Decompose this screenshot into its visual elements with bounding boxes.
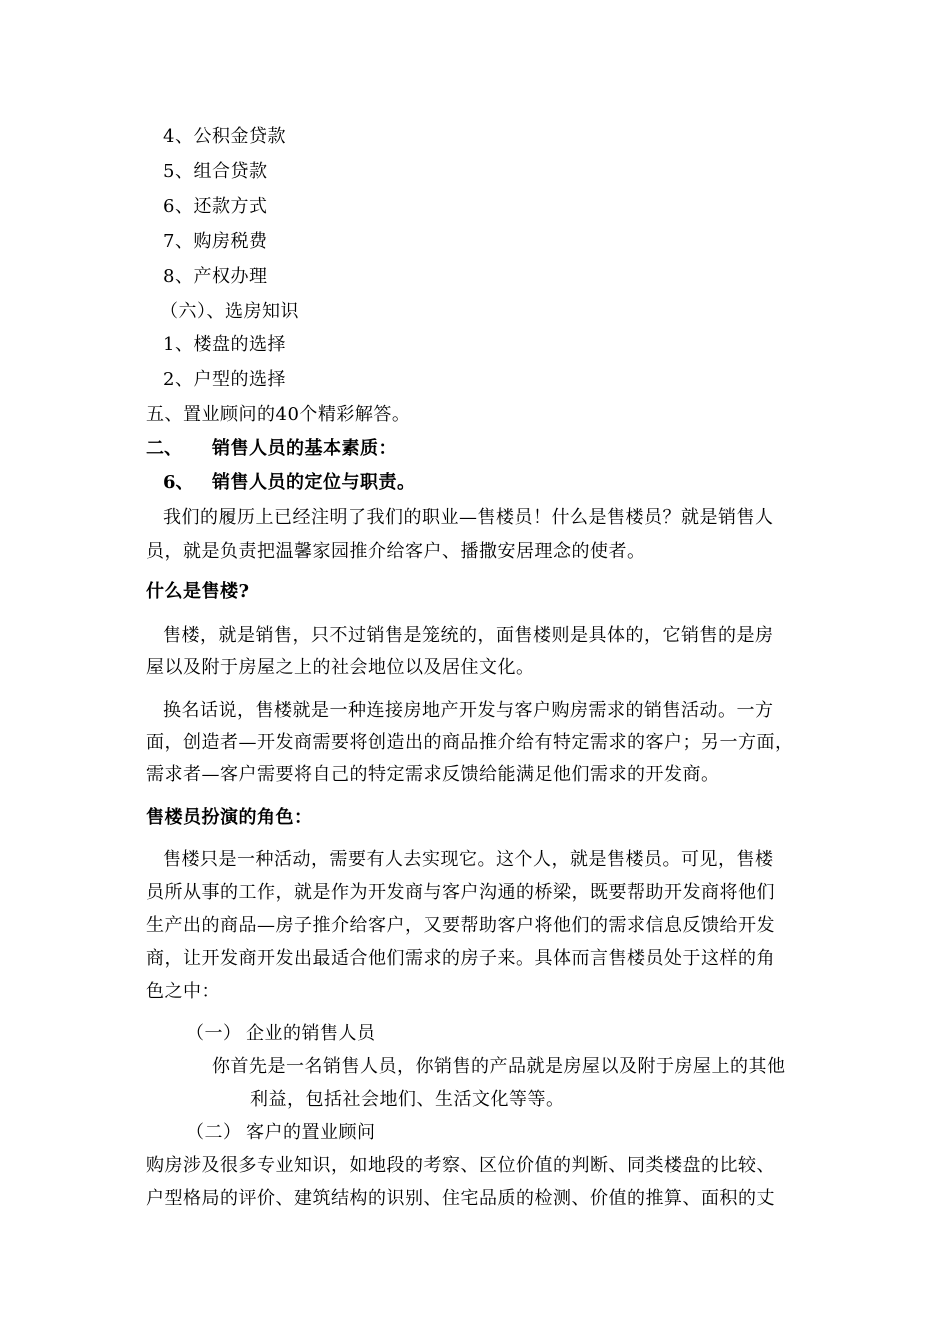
outline-item: 8、产权办理 [163, 266, 268, 287]
outline-item: （六）、选房知识 [160, 301, 299, 322]
paragraph-line: 员所从事的工作，就是作为开发商与客户沟通的桥梁，既要帮助开发商将他们 [146, 882, 775, 903]
section-title: 什么是售楼? [146, 581, 250, 602]
heading-number: 二、 [146, 438, 182, 459]
outline-item: 五、置业顾问的40个精彩解答。 [146, 404, 411, 425]
section-heading: 销售人员的定位与职责。 [212, 472, 416, 493]
paragraph-line: 购房涉及很多专业知识，如地段的考察、区位价值的判断、同类楼盘的比较、 [146, 1155, 775, 1176]
outline-item: 7、购房税费 [163, 231, 268, 252]
subsection-title: 企业的销售人员 [246, 1023, 376, 1044]
paragraph-line: 商，让开发商开发出最适合他们需求的房子来。具体而言售楼员处于这样的角 [146, 948, 775, 969]
paragraph-line: 售楼只是一种活动，需要有人去实现它。这个人，就是售楼员。可见，售楼 [163, 849, 774, 870]
subsection-title: 客户的置业顾问 [246, 1122, 376, 1143]
paragraph-line: 屋以及附于房屋之上的社会地位以及居住文化。 [146, 657, 535, 678]
outline-item: 1、楼盘的选择 [163, 334, 286, 355]
subsection-label: （一） [186, 1023, 242, 1044]
outline-item: 4、公积金贷款 [163, 126, 286, 147]
section-heading: 销售人员的基本素质： [212, 438, 397, 459]
paragraph-line: 需求者—客户需要将自己的特定需求反馈给能满足他们需求的开发商。 [146, 764, 720, 785]
outline-item: 6、还款方式 [163, 196, 268, 217]
outline-item: 5、组合贷款 [163, 161, 268, 182]
paragraph-line: 利益，包括社会地们、生活文化等等。 [250, 1089, 565, 1110]
paragraph-line: 你首先是一名销售人员，你销售的产品就是房屋以及附于房屋上的其他 [212, 1056, 786, 1077]
subsection-label: （二） [186, 1122, 242, 1143]
paragraph-line: 色之中： [146, 981, 220, 1002]
paragraph-line: 户型格局的评价、建筑结构的识别、住宅品质的检测、价值的推算、面积的丈 [146, 1188, 775, 1209]
paragraph-line: 售楼，就是销售，只不过销售是笼统的，面售楼则是具体的，它销售的是房 [163, 625, 774, 646]
outline-item: 2、户型的选择 [163, 369, 286, 390]
section-title: 售楼员扮演的角色： [146, 807, 313, 828]
heading-number: 6、 [163, 472, 194, 493]
paragraph-line: 我们的履历上已经注明了我们的职业—售楼员！什么是售楼员？就是销售人 [163, 507, 774, 528]
paragraph-line: 员，就是负责把温馨家园推介给客户、播撒安居理念的使者。 [146, 541, 646, 562]
paragraph-line: 生产出的商品—房子推介给客户，又要帮助客户将他们的需求信息反馈给开发 [146, 915, 775, 936]
paragraph-line: 换名话说，售楼就是一种连接房地产开发与客户购房需求的销售活动。一方 [163, 700, 774, 721]
paragraph-line: 面，创造者—开发商需要将创造出的商品推介给有特定需求的客户；另一方面， [146, 732, 794, 753]
